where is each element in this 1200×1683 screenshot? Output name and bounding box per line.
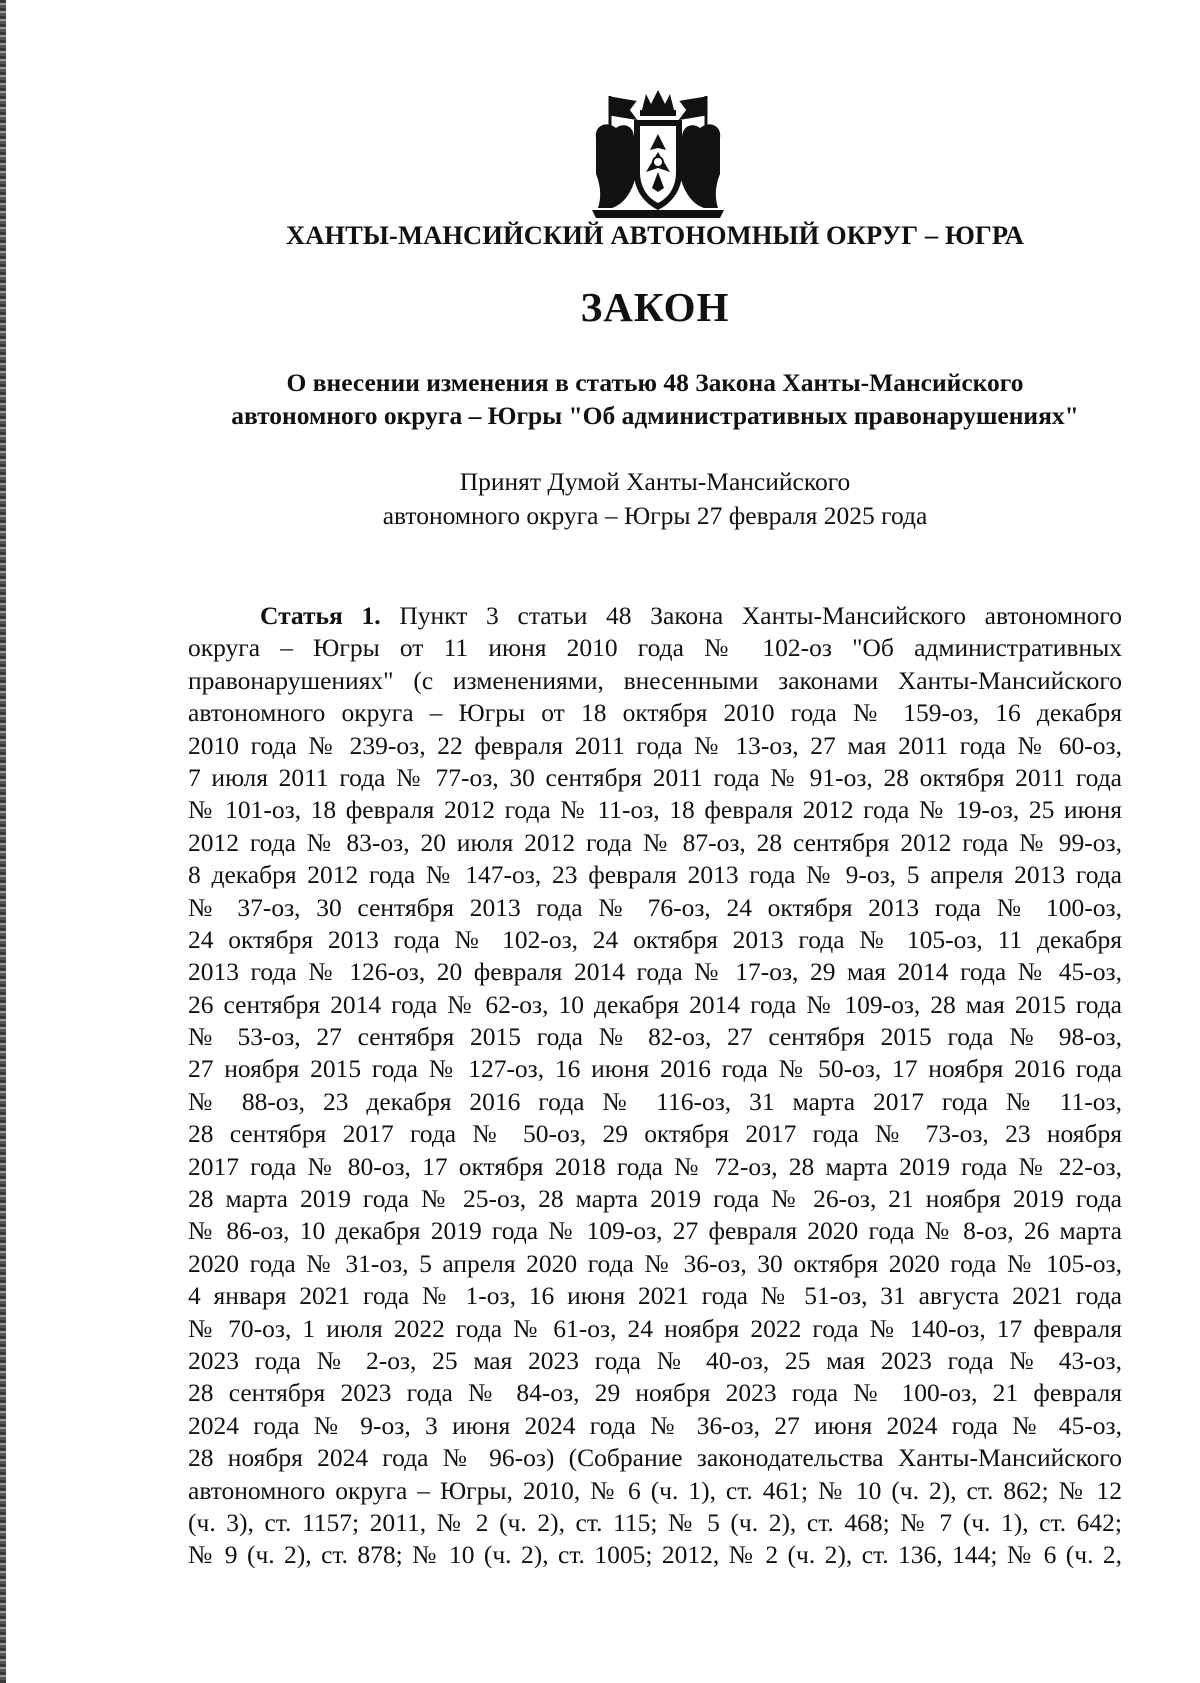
- article-line-text: Пункт 3 статьи 48 Закона Ханты-Мансийского автономного: [399, 601, 1122, 630]
- coat-of-arms-icon: [590, 88, 726, 218]
- article-line: № 70-оз, 1 июля 2022 года № 61-оз, 24 ноября 2022 года № 140-оз, 17 февраля: [188, 1313, 1122, 1343]
- article-line: № 86-оз, 10 декабря 2019 года № 109-оз, 27 февраля 2020 года № 8-оз, 26 марта: [188, 1216, 1122, 1246]
- article-line: [188, 600, 1122, 632]
- law-subject: [188, 366, 1122, 432]
- article-line: 2012 года № 83-оз, 20 июля 2012 года № 87-оз, 28 сентября 2012 года № 99-оз,: [188, 827, 1122, 857]
- article-line: 28 сентября 2023 года № 84-оз, 29 ноября 2023 года № 100-оз, 21 февраля: [188, 1378, 1122, 1408]
- article-line: № 101-оз, 18 февраля 2012 года № 11-оз, 18 февраля 2012 года № 19-оз, 25 июня: [188, 795, 1122, 825]
- article-line: автономного округа – Югры, 2010, № 6 (ч. 1), ст. 461; № 10 (ч. 2), ст. 862; № 12: [188, 1475, 1122, 1505]
- article-line: 28 ноября 2024 года № 96-оз) (Собрание законодательства Ханты-Мансийского: [188, 1443, 1122, 1473]
- article-line: № 37-оз, 30 сентября 2013 года № 76-оз, 24 октября 2013 года № 100-оз,: [188, 892, 1122, 922]
- article-line: 28 марта 2019 года № 25-оз, 28 марта 2019 года № 26-оз, 21 ноября 2019 года: [188, 1184, 1122, 1214]
- article-line: № 88-оз, 23 декабря 2016 года № 116-оз, 31 марта 2017 года № 11-оз,: [188, 1086, 1122, 1116]
- document-type-title: ЗАКОН: [580, 284, 730, 330]
- article-line: 7 июля 2011 года № 77-оз, 30 сентября 2011 года № 91-оз, 28 октября 2011 года: [188, 762, 1122, 792]
- article-line: 28 сентября 2017 года № 50-оз, 29 октября 2017 года № 73-оз, 23 ноября: [188, 1119, 1122, 1149]
- article-line: (ч. 3), ст. 1157; 2011, № 2 (ч. 2), ст. 115; № 5 (ч. 2), ст. 468; № 7 (ч. 1), ст. 642;: [188, 1507, 1122, 1537]
- law-subject-line: О внесении изменения в статью 48 Закона Ханты-Мансийского: [286, 368, 1024, 397]
- article-line: 2010 года № 239-оз, 22 февраля 2011 года № 13-оз, 27 мая 2011 года № 60-оз,: [188, 730, 1122, 760]
- article-line: 2023 года № 2-оз, 25 мая 2023 года № 40-оз, 25 мая 2023 года № 43-оз,: [188, 1345, 1122, 1375]
- article-line: 4 января 2021 года № 1-оз, 16 июня 2021 года № 51-оз, 31 августа 2021 года: [188, 1281, 1122, 1311]
- article-line: № 53-оз, 27 сентября 2015 года № 82-оз, 27 сентября 2015 года № 98-оз,: [188, 1022, 1122, 1052]
- article-line: правонарушениях" (с изменениями, внесенными законами Ханты-Мансийского: [188, 665, 1122, 695]
- article-line: округа – Югры от 11 июня 2010 года № 102-оз "Об административных: [188, 633, 1122, 663]
- article-line: № 9 (ч. 2), ст. 878; № 10 (ч. 2), ст. 1005; 2012, № 2 (ч. 2), ст. 136, 144; № 6 (ч. 2,: [188, 1540, 1122, 1570]
- adoption-note-line: автономного округа – Югры 27 февраля 2025 года: [382, 501, 928, 530]
- article-line: автономного округа – Югры от 18 октября 2010 года № 159-оз, 16 декабря: [188, 698, 1122, 728]
- article-line: 2020 года № 31-оз, 5 апреля 2020 года № 36-оз, 30 октября 2020 года № 105-оз,: [188, 1248, 1122, 1278]
- region-title: ХАНТЫ-МАНСИЙСКИЙ АВТОНОМНЫЙ ОКРУГ – ЮГРА: [285, 220, 1025, 250]
- adoption-note-line: Принят Думой Ханты-Мансийского: [459, 467, 851, 496]
- article-1: [188, 600, 1122, 1572]
- article-line: 24 октября 2013 года № 102-оз, 24 октября 2013 года № 105-оз, 11 декабря: [188, 924, 1122, 954]
- article-line: 8 декабря 2012 года № 147-оз, 23 февраля 2013 года № 9-оз, 5 апреля 2013 года: [188, 860, 1122, 890]
- article-line: 2024 года № 9-оз, 3 июня 2024 года № 36-оз, 27 июня 2024 года № 45-оз,: [188, 1410, 1122, 1440]
- article-line: 27 ноября 2015 года № 127-оз, 16 июня 2016 года № 50-оз, 17 ноября 2016 года: [188, 1054, 1122, 1084]
- article-line: 26 сентября 2014 года № 62-оз, 10 декабря 2014 года № 109-оз, 28 мая 2015 года: [188, 989, 1122, 1019]
- law-subject-line: автономного округа – Югры "Об административных правонарушениях": [231, 401, 1079, 430]
- article-line: 2013 года № 126-оз, 20 февраля 2014 года № 17-оз, 29 мая 2014 года № 45-оз,: [188, 957, 1122, 987]
- article-label: Статья 1.: [260, 601, 381, 630]
- scan-edge: [0, 0, 6, 1683]
- article-line: 2017 года № 80-оз, 17 октября 2018 года № 72-оз, 28 марта 2019 года № 22-оз,: [188, 1151, 1122, 1181]
- adoption-note: [188, 465, 1122, 533]
